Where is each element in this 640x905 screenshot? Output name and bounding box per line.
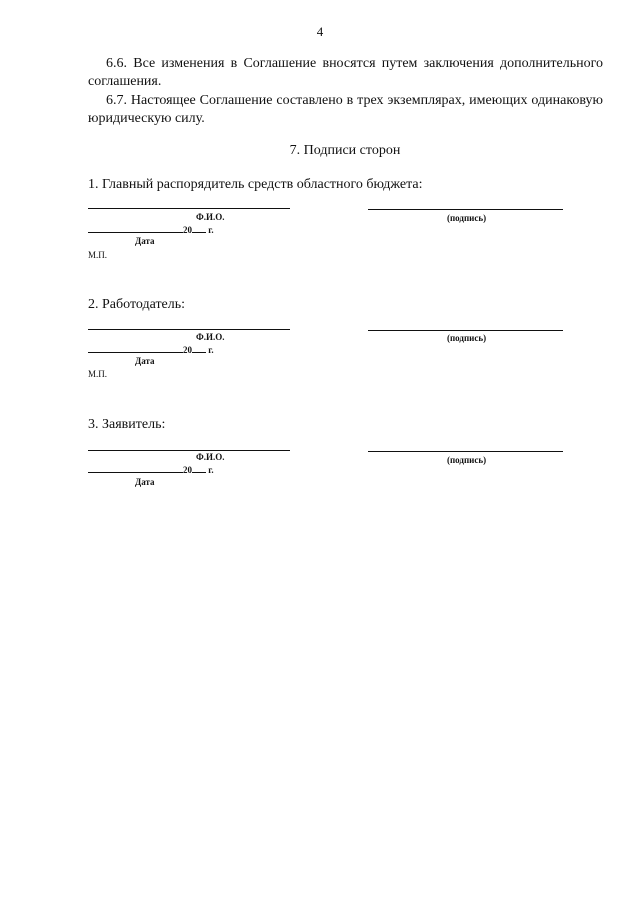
page-number: 4 (316, 24, 324, 39)
fio-line[interactable] (88, 329, 290, 330)
stamp-label: М.П. (88, 250, 108, 260)
party-title: 3. Заявитель: (88, 417, 166, 432)
signature-label: (подпись) (447, 455, 487, 465)
section-heading: 7. Подписи сторон (289, 143, 401, 158)
year-suffix: г. (208, 345, 214, 355)
fio-label: Ф.И.О. (196, 452, 225, 462)
year-prefix: 20 (183, 225, 192, 235)
date-row[interactable] (88, 464, 214, 475)
date-row[interactable] (88, 344, 214, 355)
year-suffix: г. (208, 465, 214, 475)
signature-label: (подпись) (447, 213, 487, 223)
fio-label: Ф.И.О. (196, 332, 225, 342)
signature-line[interactable] (368, 330, 563, 331)
year-suffix: г. (208, 225, 214, 235)
fio-label: Ф.И.О. (196, 212, 225, 222)
signature-label: (подпись) (447, 333, 487, 343)
party-title: 1. Главный распорядитель средств областного бюджета: (88, 177, 423, 192)
date-label: Дата (135, 477, 155, 487)
year-prefix: 20 (183, 345, 192, 355)
date-label: Дата (135, 236, 155, 246)
stamp-label: М.П. (88, 369, 108, 379)
fio-line[interactable] (88, 208, 290, 209)
paragraph-6-6: 6.6. Все изменения в Соглашение вносятся путем заключения дополнительного соглашения. (88, 56, 603, 89)
signature-line[interactable] (368, 209, 563, 210)
fio-line[interactable] (88, 450, 290, 451)
date-row[interactable] (88, 224, 214, 235)
year-prefix: 20 (183, 465, 192, 475)
signature-line[interactable] (368, 451, 563, 452)
party-title: 2. Работодатель: (88, 297, 186, 312)
paragraph-6-7: 6.7. Настоящее Соглашение составлено в трех экземплярах, имеющих одинаковую юридическую силу. (88, 93, 603, 126)
date-label: Дата (135, 356, 155, 366)
